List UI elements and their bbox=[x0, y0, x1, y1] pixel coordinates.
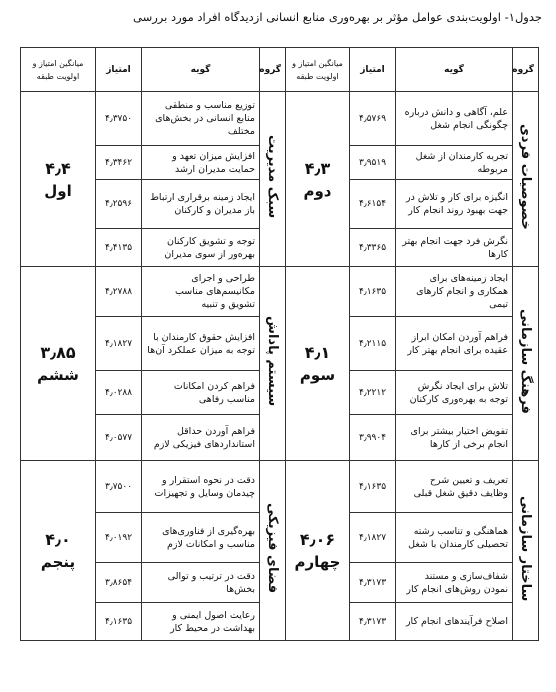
item-cell: دقت در نحوه استقرار و چیدمان وسایل و تجهیزات bbox=[142, 461, 260, 513]
summary-cell bbox=[21, 92, 96, 267]
score-cell: ۴٫۱۸۲۷ bbox=[96, 317, 142, 371]
score-cell: ۴٫۶۱۵۴ bbox=[350, 180, 396, 229]
item-cell: بهره‌گیری از فناوری‌های مناسب و امکانات لازم bbox=[142, 513, 260, 563]
summary-cell bbox=[286, 267, 350, 461]
item-cell: ایجاد زمینه‌های برای همکاری و انجام کارهای تیمی bbox=[396, 267, 513, 317]
header-row bbox=[21, 48, 539, 92]
score-cell: ۴٫۲۵۹۶ bbox=[96, 180, 142, 229]
item-cell: طراحی و اجرای مکانیسم‌های مناسب تشویق و تنبیه bbox=[142, 267, 260, 317]
item-cell: دقت در ترتیب و توالی بخش‌ها bbox=[142, 563, 260, 603]
summary-cell bbox=[286, 461, 350, 641]
group-average: ۴٫۴ bbox=[45, 158, 71, 178]
item-cell: توجه و تشویق کارکنان بهره‌ور از سوی مدیران bbox=[142, 229, 260, 267]
score-cell: ۳٫۹۵۱۹ bbox=[350, 146, 396, 180]
header-avg-right: میانگین امتیاز و اولویت طبقه bbox=[286, 48, 350, 92]
item-cell: فراهم آوردن حداقل استانداردهای فیزیکی لازم bbox=[142, 415, 260, 461]
group-rank: دوم bbox=[303, 181, 332, 200]
item-cell: علم، آگاهی و دانش درباره چگونگی انجام شغل bbox=[396, 92, 513, 146]
header-score-left: امتیاز bbox=[96, 48, 142, 92]
score-cell: ۴٫۱۸۲۷ bbox=[350, 513, 396, 563]
header-group-left: گروه bbox=[260, 48, 286, 92]
item-cell: هماهنگی و تناسب رشته تحصیلی کارمندان با شغل bbox=[396, 513, 513, 563]
group-label: فرهنگ سازمانی bbox=[518, 309, 533, 414]
item-cell: تجربه کارمندان از شغل مربوطه bbox=[396, 146, 513, 180]
group-label: خصوصیات فردی bbox=[518, 124, 533, 230]
priority-table bbox=[20, 47, 539, 641]
item-cell: فراهم آوردن امکان ابراز عقیده برای انجام بهتر کار bbox=[396, 317, 513, 371]
score-cell: ۳٫۸۶۵۴ bbox=[96, 563, 142, 603]
summary-cell bbox=[21, 267, 96, 461]
header-score-right: امتیاز bbox=[350, 48, 396, 92]
score-cell: ۴٫۲۷۸۸ bbox=[96, 267, 142, 317]
group-average: ۳٫۸۵ bbox=[40, 343, 76, 362]
group-rank: چهارم bbox=[294, 553, 341, 571]
item-cell: توزیع مناسب و منطقی منابع انسانی در بخش‌های مختلف bbox=[142, 92, 260, 146]
score-cell: ۴٫۰۵۷۷ bbox=[96, 415, 142, 461]
score-cell: ۴٫۱۶۳۵ bbox=[96, 603, 142, 641]
item-cell: فراهم کردن امکانات مناسب رفاهی bbox=[142, 371, 260, 415]
header-group-right: گروه bbox=[513, 48, 539, 92]
item-cell: تعریف و تعیین شرح وظایف دقیق شغل قبلی bbox=[396, 461, 513, 513]
summary-cell bbox=[21, 461, 96, 641]
score-cell: ۴٫۳۱۷۳ bbox=[350, 603, 396, 641]
item-cell: تلاش برای ایجاد نگرش توجه به بهره‌وری کارکنان bbox=[396, 371, 513, 415]
group-rank: اول bbox=[44, 181, 72, 200]
group-average: ۴٫۰ bbox=[45, 530, 71, 549]
group-rank: ششم bbox=[37, 366, 79, 384]
table-row bbox=[21, 267, 539, 317]
score-cell: ۴٫۰۲۸۸ bbox=[96, 371, 142, 415]
table-row bbox=[21, 461, 539, 513]
score-cell: ۳٫۷۵۰۰ bbox=[96, 461, 142, 513]
group-rank: پنجم bbox=[40, 553, 76, 571]
header-item-left: گویه bbox=[142, 48, 260, 92]
group-average: ۴٫۳ bbox=[304, 158, 331, 178]
score-cell: ۴٫۱۶۳۵ bbox=[350, 267, 396, 317]
item-cell: ایجاد زمینه برقراری ارتباط باز مدیران و کارکنان bbox=[142, 180, 260, 229]
group-cell bbox=[513, 92, 539, 267]
score-cell: ۴٫۳۱۷۳ bbox=[350, 563, 396, 603]
group-average: ۴٫۱ bbox=[304, 343, 331, 362]
score-cell: ۴٫۴۱۳۵ bbox=[96, 229, 142, 267]
group-label: ساختار سازمانی bbox=[518, 495, 533, 602]
group-cell bbox=[513, 461, 539, 641]
group-average: ۴٫۰۶ bbox=[299, 530, 336, 549]
score-cell: ۴٫۳۴۶۲ bbox=[96, 146, 142, 180]
item-cell: اصلاح فرآیندهای انجام کار bbox=[396, 603, 513, 641]
score-cell: ۴٫۲۲۱۲ bbox=[350, 371, 396, 415]
header-item-right: گویه bbox=[396, 48, 513, 92]
group-rank: سوم bbox=[299, 366, 336, 384]
score-cell: ۴٫۱۶۳۵ bbox=[350, 461, 396, 513]
group-label: سیستم پاداش bbox=[265, 316, 280, 407]
item-cell: افزایش حقوق کارمندان با توجه به میزان عملکرد آن‌ها bbox=[142, 317, 260, 371]
group-cell bbox=[513, 267, 539, 461]
table-caption: جدول۱- اولویت‌بندی عوامل مؤثر بر بهره‌وری منابع انسانی ازدیدگاه افراد مورد بررسی bbox=[132, 10, 542, 24]
item-cell: رعایت اصول ایمنی و بهداشت در محیط کار bbox=[142, 603, 260, 641]
score-cell: ۴٫۳۳۶۵ bbox=[350, 229, 396, 267]
score-cell: ۳٫۹۹۰۴ bbox=[350, 415, 396, 461]
item-cell: شفاف‌سازی و مستند نمودن روش‌های انجام کار bbox=[396, 563, 513, 603]
item-cell: نگرش فرد جهت انجام بهتر کارها bbox=[396, 229, 513, 267]
score-cell: ۴٫۰۱۹۲ bbox=[96, 513, 142, 563]
group-cell bbox=[260, 267, 286, 461]
group-label: فضای فیزیکی bbox=[265, 503, 280, 594]
item-cell: انگیزه برای کار و تلاش در جهت بهبود روند انجام کار bbox=[396, 180, 513, 229]
group-label: سبک مدیریت bbox=[265, 135, 280, 219]
table-row bbox=[21, 92, 539, 146]
summary-cell bbox=[286, 92, 350, 267]
item-cell: تفویض اختیار بیشتر برای انجام برخی از کارها bbox=[396, 415, 513, 461]
group-cell bbox=[260, 92, 286, 267]
score-cell: ۴٫۳۷۵۰ bbox=[96, 92, 142, 146]
group-cell bbox=[260, 461, 286, 641]
score-cell: ۴٫۵۷۶۹ bbox=[350, 92, 396, 146]
item-cell: افزایش میزان تعهد و حمایت مدیران ارشد bbox=[142, 146, 260, 180]
score-cell: ۴٫۲۱۱۵ bbox=[350, 317, 396, 371]
header-avg-left: میانگین امتیاز و اولویت طبقه bbox=[21, 48, 96, 92]
